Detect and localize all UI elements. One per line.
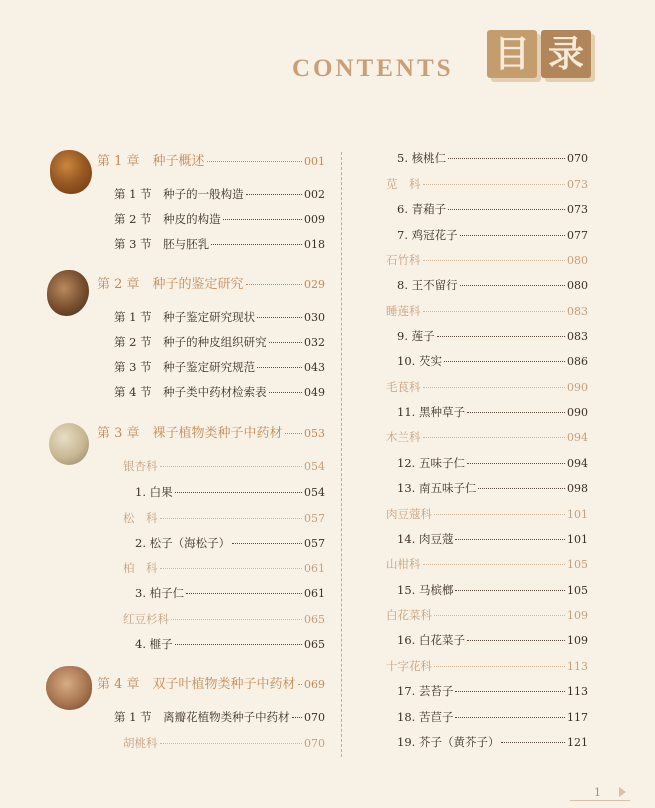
- toc-entry-label: 第 3 节 种子鉴定研究规范: [114, 360, 256, 374]
- toc-entry-item[interactable]: [397, 201, 588, 217]
- toc-entry-label: 9. 莲子: [397, 329, 435, 343]
- toc-entry-page: 070: [304, 711, 325, 724]
- leader-dots: [160, 568, 303, 569]
- leader-dots: [257, 367, 302, 368]
- toc-entry-family[interactable]: [386, 176, 588, 192]
- toc-entry-section[interactable]: [114, 384, 325, 400]
- toc-entry-section[interactable]: [114, 334, 325, 350]
- toc-entry-item[interactable]: [397, 632, 588, 648]
- toc-entry-page: 054: [304, 486, 325, 499]
- toc-entry-page: 105: [567, 558, 588, 571]
- walnut-seed-image: [50, 150, 92, 194]
- toc-entry-item[interactable]: [397, 683, 588, 699]
- toc-entry-family[interactable]: [123, 560, 325, 576]
- toc-entry-label: 柏 科: [123, 561, 158, 575]
- toc-entry-section[interactable]: [114, 211, 325, 227]
- toc-entry-item[interactable]: [135, 484, 325, 500]
- leader-dots: [246, 284, 302, 285]
- title-char-mu: 目: [487, 30, 537, 78]
- leader-dots: [171, 619, 302, 620]
- toc-entry-page: 069: [304, 678, 325, 691]
- toc-entry-label: 14. 肉豆蔻: [397, 532, 454, 546]
- leader-dots: [478, 488, 565, 489]
- page-marker-icon: [619, 787, 626, 797]
- nut-seed-image: [47, 270, 89, 316]
- toc-entry-label: 2. 松子（海松子）: [135, 536, 231, 550]
- toc-entry-family[interactable]: [123, 458, 325, 474]
- leader-dots: [257, 317, 302, 318]
- leader-dots: [455, 539, 565, 540]
- toc-entry-page: 077: [567, 229, 588, 242]
- toc-entry-page: 094: [567, 431, 588, 444]
- leader-dots: [501, 742, 565, 743]
- toc-entry-label: 3. 柏子仁: [135, 586, 185, 600]
- toc-entry-page: 090: [567, 381, 588, 394]
- leader-dots: [434, 666, 565, 667]
- toc-entry-label: 银杏科: [123, 459, 158, 473]
- toc-entry-page: 109: [567, 634, 588, 647]
- leader-dots: [423, 311, 566, 312]
- toc-entry-chapter[interactable]: [97, 150, 325, 169]
- toc-entry-label: 山柑科: [386, 557, 421, 571]
- toc-entry-item[interactable]: [397, 455, 588, 471]
- title-char-lu: 录: [541, 30, 591, 78]
- leader-dots: [223, 219, 302, 220]
- toc-entry-page: 101: [567, 508, 588, 521]
- toc-entry-item[interactable]: [397, 582, 588, 598]
- leader-dots: [423, 437, 566, 438]
- toc-entry-label: 19. 芥子（黄芥子）: [397, 735, 500, 749]
- toc-entry-label: 睡莲科: [386, 304, 421, 318]
- toc-entry-page: 070: [304, 737, 325, 750]
- leader-dots: [186, 593, 302, 594]
- toc-entry-section[interactable]: [114, 236, 325, 252]
- toc-entry-family[interactable]: [123, 735, 325, 751]
- toc-entry-item[interactable]: [397, 277, 588, 293]
- footer-rule: [570, 800, 630, 801]
- toc-entry-label: 白花菜科: [386, 608, 432, 622]
- toc-entry-item[interactable]: [397, 709, 588, 725]
- toc-entry-page: 065: [304, 613, 325, 626]
- leader-dots: [423, 260, 566, 261]
- toc-entry-section[interactable]: [114, 186, 325, 202]
- toc-entry-page: 086: [567, 355, 588, 368]
- toc-entry-page: 113: [567, 660, 588, 673]
- toc-entry-page: 073: [567, 203, 588, 216]
- toc-entry-label: 第 4 章 双子叶植物类种子中药材: [97, 677, 296, 692]
- toc-entry-page: 098: [567, 482, 588, 495]
- toc-entry-page: 105: [567, 584, 588, 597]
- leader-dots: [448, 158, 565, 159]
- toc-entry-family[interactable]: [386, 556, 588, 572]
- column-divider: [341, 152, 342, 757]
- toc-entry-item[interactable]: [397, 531, 588, 547]
- leader-dots: [298, 684, 302, 685]
- toc-entry-page: 083: [567, 305, 588, 318]
- toc-entry-page: 061: [304, 562, 325, 575]
- leader-dots: [455, 717, 565, 718]
- toc-entry-page: 029: [304, 278, 325, 291]
- toc-entry-label: 石竹科: [386, 253, 421, 267]
- toc-entry-page: 043: [304, 361, 325, 374]
- leader-dots: [207, 161, 302, 162]
- contents-heading: CONTENTS: [292, 55, 454, 82]
- toc-entry-label: 16. 白花菜子: [397, 633, 465, 647]
- toc-entry-label: 11. 黑种草子: [397, 405, 465, 419]
- toc-entry-page: 053: [304, 427, 325, 440]
- toc-entry-item[interactable]: [397, 227, 588, 243]
- leader-dots: [269, 392, 302, 393]
- toc-entry-page: 083: [567, 330, 588, 343]
- toc-entry-page: 073: [567, 178, 588, 191]
- toc-entry-label: 第 2 节 种子的种皮组织研究: [114, 335, 267, 349]
- toc-entry-family[interactable]: [123, 611, 325, 627]
- page-number: 1: [594, 786, 601, 799]
- toc-entry-label: 毛茛科: [386, 380, 421, 394]
- toc-entry-label: 12. 五味子仁: [397, 456, 465, 470]
- toc-entry-page: 030: [304, 311, 325, 324]
- toc-entry-family[interactable]: [123, 510, 325, 526]
- toc-entry-label: 6. 青葙子: [397, 202, 447, 216]
- toc-entry-item[interactable]: [397, 404, 588, 420]
- leader-dots: [160, 466, 303, 467]
- toc-entry-label: 8. 王不留行: [397, 278, 458, 292]
- leader-dots: [444, 361, 565, 362]
- toc-entry-family[interactable]: [386, 506, 588, 522]
- toc-entry-label: 红豆杉科: [123, 612, 169, 626]
- toc-entry-chapter[interactable]: [97, 422, 325, 441]
- toc-entry-section[interactable]: [114, 359, 325, 375]
- leader-dots: [160, 743, 303, 744]
- leader-dots: [292, 717, 302, 718]
- toc-entry-page: 109: [567, 609, 588, 622]
- toc-entry-page: 018: [304, 238, 325, 251]
- toc-entry-family[interactable]: [386, 303, 588, 319]
- toc-entry-section[interactable]: [114, 709, 325, 725]
- leader-dots: [467, 463, 565, 464]
- leader-dots: [423, 184, 566, 185]
- toc-entry-page: 057: [304, 512, 325, 525]
- leader-dots: [246, 194, 302, 195]
- leader-dots: [460, 285, 565, 286]
- toc-entry-label: 10. 芡实: [397, 354, 442, 368]
- toc-entry-page: 002: [304, 188, 325, 201]
- toc-entry-label: 5. 核桃仁: [397, 151, 447, 165]
- leader-dots: [269, 342, 302, 343]
- leader-dots: [437, 336, 565, 337]
- toc-entry-section[interactable]: [114, 309, 325, 325]
- toc-entry-page: 080: [567, 279, 588, 292]
- toc-entry-item[interactable]: [397, 480, 588, 496]
- toc-entry-page: 061: [304, 587, 325, 600]
- pale-seed-image: [49, 423, 89, 465]
- toc-entry-family[interactable]: [386, 429, 588, 445]
- leader-dots: [467, 640, 565, 641]
- toc-entry-item[interactable]: [397, 328, 588, 344]
- toc-entry-page: 009: [304, 213, 325, 226]
- toc-entry-label: 松 科: [123, 511, 158, 525]
- leader-dots: [434, 615, 565, 616]
- leader-dots: [160, 518, 303, 519]
- toc-entry-family[interactable]: [386, 658, 588, 674]
- toc-entry-family[interactable]: [386, 252, 588, 268]
- toc-entry-family[interactable]: [386, 379, 588, 395]
- toc-entry-label: 4. 榧子: [135, 637, 173, 651]
- toc-entry-page: 080: [567, 254, 588, 267]
- toc-entry-label: 第 1 节 种子的一般构造: [114, 187, 244, 201]
- leader-dots: [211, 244, 302, 245]
- toc-entry-page: 001: [304, 155, 325, 168]
- toc-entry-item[interactable]: [397, 150, 588, 166]
- toc-entry-page: 094: [567, 457, 588, 470]
- toc-entry-item[interactable]: [135, 585, 325, 601]
- toc-entry-label: 第 2 章 种子的鉴定研究: [97, 277, 244, 292]
- toc-entry-chapter[interactable]: [97, 273, 325, 292]
- toc-entry-page: 065: [304, 638, 325, 651]
- toc-entry-label: 第 3 章 裸子植物类种子中药材: [97, 426, 283, 441]
- leader-dots: [423, 564, 566, 565]
- leader-dots: [455, 691, 565, 692]
- toc-entry-chapter[interactable]: [97, 673, 325, 692]
- toc-entry-label: 第 4 节 种子类中药材检索表: [114, 385, 267, 399]
- leader-dots: [175, 644, 302, 645]
- toc-entry-label: 第 2 节 种皮的构造: [114, 212, 221, 226]
- toc-entry-label: 木兰科: [386, 430, 421, 444]
- toc-entry-label: 15. 马槟榔: [397, 583, 454, 597]
- toc-entry-label: 第 1 节 种子鉴定研究现状: [114, 310, 256, 324]
- toc-entry-page: 090: [567, 406, 588, 419]
- toc-entry-page: 101: [567, 533, 588, 546]
- toc-entry-label: 18. 苦苣子: [397, 710, 454, 724]
- toc-entry-label: 17. 芸苔子: [397, 684, 454, 698]
- toc-entry-item[interactable]: [397, 734, 588, 750]
- toc-entry-page: 032: [304, 336, 325, 349]
- toc-entry-item[interactable]: [135, 636, 325, 652]
- toc-entry-label: 十字花科: [386, 659, 432, 673]
- toc-entry-page: 113: [567, 685, 588, 698]
- toc-entry-label: 7. 鸡冠花子: [397, 228, 458, 242]
- toc-entry-label: 第 1 节 离瓣花植物类种子中药材: [114, 710, 290, 724]
- toc-entry-page: 049: [304, 386, 325, 399]
- toc-entry-label: 第 3 节 胚与胚乳: [114, 237, 210, 251]
- toc-entry-label: 13. 南五味子仁: [397, 481, 477, 495]
- toc-entry-item[interactable]: [397, 353, 588, 369]
- toc-entry-page: 070: [567, 152, 588, 165]
- leader-dots: [460, 235, 565, 236]
- leader-dots: [467, 412, 565, 413]
- toc-entry-label: 苋 科: [386, 177, 421, 191]
- leader-dots: [448, 209, 565, 210]
- toc-entry-page: 121: [567, 736, 588, 749]
- toc-entry-family[interactable]: [386, 607, 588, 623]
- leader-dots: [285, 433, 302, 434]
- toc-entry-item[interactable]: [135, 535, 325, 551]
- leader-dots: [175, 492, 302, 493]
- toc-entry-page: 054: [304, 460, 325, 473]
- toc-entry-label: 1. 白果: [135, 485, 173, 499]
- leader-dots: [455, 590, 565, 591]
- toc-entry-label: 肉豆蔻科: [386, 507, 432, 521]
- toc-entry-page: 057: [304, 537, 325, 550]
- toc-entry-label: 胡桃科: [123, 736, 158, 750]
- brown-seed-image: [46, 666, 92, 710]
- toc-entry-label: 第 1 章 种子概述: [97, 154, 205, 169]
- leader-dots: [434, 514, 565, 515]
- leader-dots: [232, 543, 302, 544]
- toc-entry-page: 117: [567, 711, 588, 724]
- leader-dots: [423, 387, 566, 388]
